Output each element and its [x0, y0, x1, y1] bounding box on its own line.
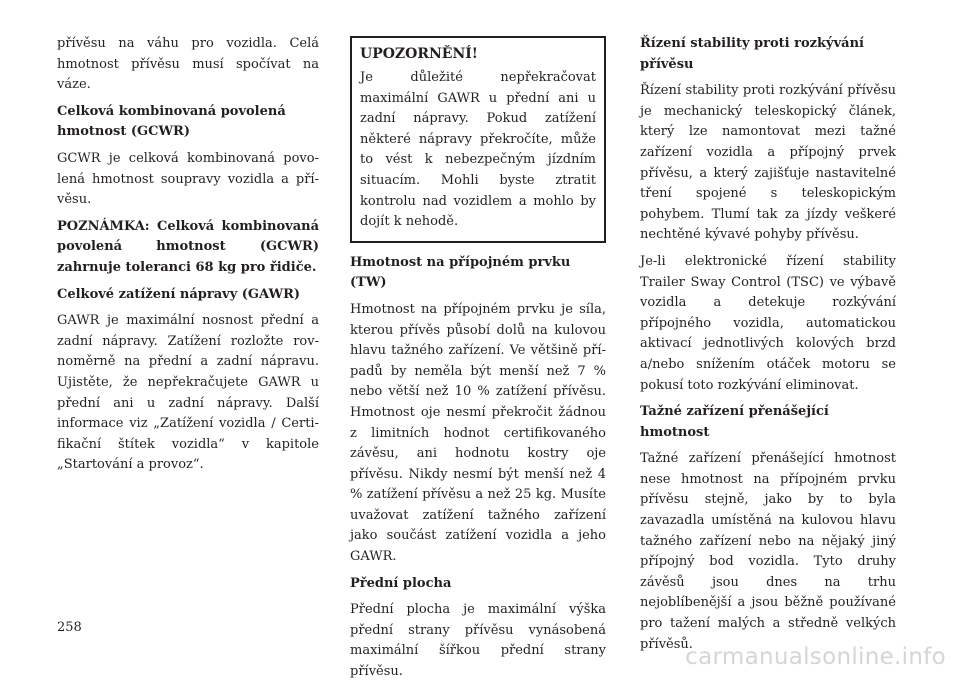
paragraph-tsc: Je-li elektronické řízení stability Trailer Sway Control (TSC) ve výbavě vozidla a detekuje rozkývání přípojného vozidla, automatickou aktivací jednotlivých kolových brzd a/nebo snížením otáček motoru se pokusí toto rozkývání eliminovat.: [640, 253, 896, 393]
paragraph-gcwr: GCWR je celková kombinovaná povolená hmotnost soupravy vozidla a přívěsu.: [57, 150, 319, 208]
heading-sway-control: Řízení stability proti rozkývání přívěsu: [640, 36, 864, 72]
heading-tongue-weight: Hmotnost na přípojném prvku (TW): [350, 254, 571, 291]
paragraph-weight-distributing-hitch: Tažné zařízení přenášející hmotnost nese hmotnost na přípojném prvku přívěsu stejně, jako by to byla zavazadla umístěná na kulovou hlavu tažného zařízení nebo na nějaký jiný přípojný bod vozidla. Tyto druhy závěsů jsou dnes na trhu nejoblíbenější a jsou běžně používané pro tažení malých a středně velkých přívěsů.: [640, 451, 896, 652]
heading-gcwr: Celková kombinovaná povolená hmotnost (GCWR): [57, 103, 286, 140]
paragraph-continuation: přívěsu na váhu pro vozidla. Celá hmotnost přívěsu musí spočívat na váze.: [57, 36, 319, 93]
warning-title: UPOZORNĚNÍ!: [360, 46, 478, 62]
paragraph-frontal-area: Přední plocha je maximální výška přední strany přívěsu vynásobená maximální šířkou přední strany přívěsu.: [350, 602, 606, 680]
paragraph-tongue-weight: Hmotnost na přípojném prvku je síla, kterou přívěs působí dolů na kulovou hlavu tažného zařízení. Ve většině případů by neměla být menší než 7 % nebo větší než 10 % zatížení přívěsu. Hmotnost oje nesmí překročit žádnou z limitních hodnot certifikovaného závěsu, ani hodnotu kostry oje přívěsu. Nikdy nesmí být menší než 4 % zatížení přívěsu a než 25 kg. Musíte uvažovat zatížení tažného zařízení jako součást zatížení vozidla a jeho GAWR.: [350, 301, 606, 565]
heading-gawr: Celkové zatížení nápravy (GAWR): [57, 286, 301, 302]
warning-box: [350, 36, 606, 243]
heading-weight-distributing-hitch: Tažné zařízení přenášející hmotnost: [640, 404, 829, 440]
column-middle: [350, 34, 606, 689]
heading-frontal-area: Přední plocha: [350, 575, 452, 591]
warning-text: Je důležité nepřekračovat maximální GAWR u přední ani u zadní nápravy. Pokud zatížení některé nápravy překročíte, může to vést k nebezpečným jízdním situacím. Mohli byste ztratit kontrolu nad vozidlem a mohlo by dojít k nehodě.: [360, 70, 596, 230]
watermark: carmanualsonline.info: [685, 644, 946, 670]
paragraph-gawr: GAWR je maximální nosnost přední a zadní nápravy. Zatížení rozložte rovnoměrně na přední a zadní nápravu. Ujistěte, že nepřekračujete GAWR u přední ani u zadní nápravy. Další informace viz „Zatížení vozidla / Certifikační štítek vozidla“ v kapitole „Startování a provoz“.: [57, 313, 319, 473]
column-left: [57, 34, 319, 482]
paragraph-sway-control: Řízení stability proti rozkývání přívěsu je mechanický teleskopický článek, který lze namontovat mezi tažné zařízení vozidla a přípojný prvek přívěsu, a který zajišťuje nastavitelné tření spojené s teleskopickým pohybem. Tlumí tak za jízdy veškeré nechtěné kývavé pohyby přívěsu.: [640, 83, 896, 243]
page-number: 258: [57, 620, 82, 635]
column-right: [640, 34, 896, 661]
note-gcwr: POZNÁMKA: Celková kombinovaná povolená hmotnost (GCWR) zahrnuje toleranci 68 kg pro řidiče.: [57, 218, 319, 275]
